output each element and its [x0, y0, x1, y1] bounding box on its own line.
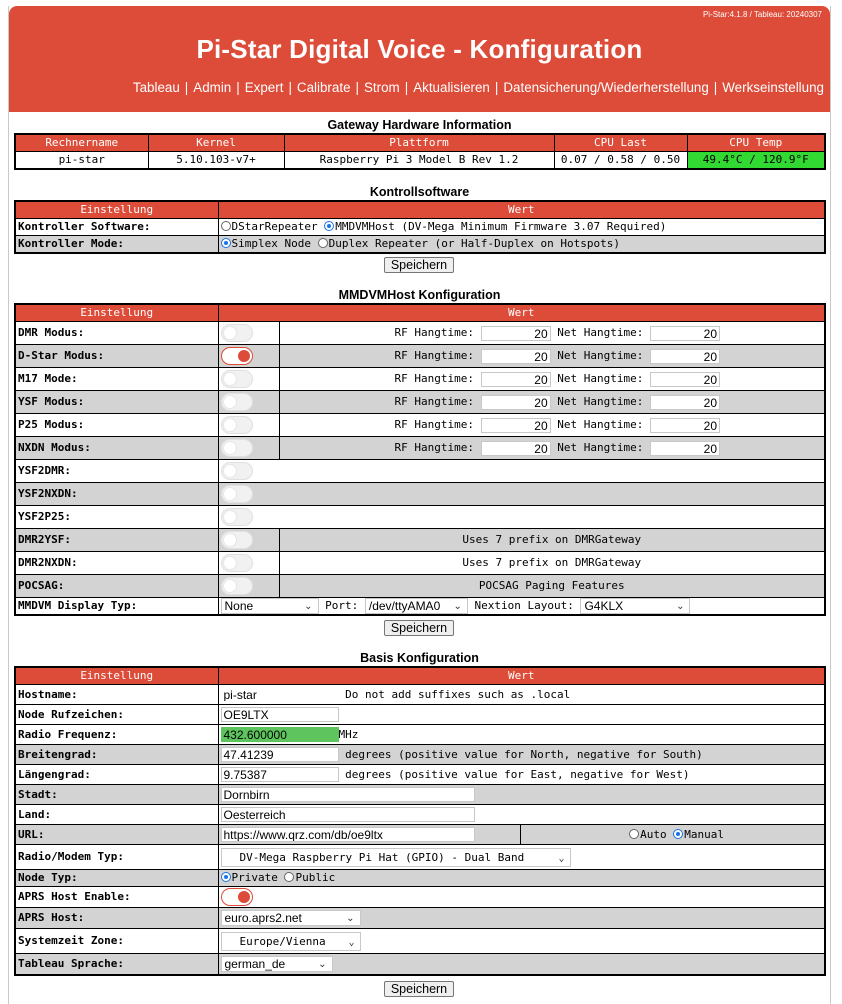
display-type-select[interactable]: None ⌄	[221, 598, 319, 614]
callsign-cell	[218, 705, 825, 725]
gateway-table	[14, 133, 826, 170]
mode-label: D-Star Modus:	[15, 345, 218, 368]
rf-hangtime-input[interactable]: 20	[481, 395, 551, 410]
mode-row	[15, 345, 825, 368]
rf-hangtime-input[interactable]: 20	[481, 372, 551, 387]
latitude-label: Breitengrad:	[15, 745, 218, 765]
radio-simplex-label: Simplex Node	[231, 237, 311, 250]
nav-expert[interactable]: Expert	[244, 80, 284, 95]
node-type-label: Node Typ:	[15, 870, 218, 887]
nav-tableau[interactable]: Tableau	[132, 80, 180, 95]
radio-simplex[interactable]	[221, 238, 231, 248]
dmr2nxdn-label: DMR2NXDN:	[15, 552, 218, 575]
gw-header-cpu-temp: CPU Temp	[687, 134, 825, 152]
dmr2ysf-note: Uses 7 prefix on DMRGateway	[279, 529, 825, 552]
gw-header-cpu-load: CPU Last	[554, 134, 687, 152]
port-label: Port:	[325, 599, 359, 612]
country-label: Land:	[15, 805, 218, 825]
modem-cell	[218, 845, 825, 870]
rf-hangtime-label: RF Hangtime:	[394, 395, 475, 408]
hostname-input[interactable]: pi-star	[221, 687, 339, 702]
mode-row	[15, 322, 825, 345]
radio-duplex-label: Duplex Repeater (or Half-Duplex on Hotspots)	[328, 237, 621, 250]
longitude-cell	[218, 765, 825, 785]
radio-url-manual-label: Manual	[684, 827, 724, 841]
controller-software-options	[218, 219, 825, 236]
timezone-label: Systemzeit Zone:	[15, 929, 218, 954]
net-hangtime-input[interactable]: 20	[650, 349, 720, 364]
language-label: Tableau Sprache:	[15, 954, 218, 976]
mode-hangtime-cell	[279, 345, 825, 368]
control-title: Kontrollsoftware	[369, 185, 470, 199]
mode-toggle-cell	[218, 391, 279, 414]
mmdvm-header-value: Wert	[218, 304, 825, 322]
controller-software-label: Kontroller Software:	[15, 219, 218, 236]
net-hangtime-label: Net Hangtime:	[557, 395, 644, 408]
url-input[interactable]: https://www.qrz.com/db/oe9ltx	[221, 827, 475, 842]
gw-cpu-load: 0.07 / 0.58 / 0.50	[554, 152, 687, 170]
city-cell	[218, 785, 825, 805]
net-hangtime-label: Net Hangtime:	[557, 349, 644, 362]
port-select[interactable]: /dev/ttyAMA0 ⌄	[365, 598, 468, 614]
dmr2nxdn-note: Uses 7 prefix on DMRGateway	[279, 552, 825, 575]
chevron-down-icon: ⌄	[346, 913, 355, 924]
ysf2dmr-cell	[218, 460, 825, 483]
mode-toggle[interactable]	[221, 324, 253, 342]
mode-toggle-cell	[218, 322, 279, 345]
hostname-label: Hostname:	[15, 685, 218, 705]
mode-label: NXDN Modus:	[15, 437, 218, 460]
nav-calibrate[interactable]: Calibrate	[296, 80, 351, 95]
radio-mmdvmhost-label: MMDVMHost (DV-Mega Minimum Firmware 3.07 Required)	[335, 220, 667, 233]
gw-cpu-temp: 49.4°C / 120.9°F	[687, 152, 825, 170]
timezone-cell	[218, 929, 825, 954]
rf-hangtime-input[interactable]: 20	[481, 349, 551, 364]
radio-private[interactable]	[221, 872, 231, 882]
pocsag-cell	[218, 575, 279, 598]
mode-row	[15, 368, 825, 391]
aprs-host-label: APRS Host:	[15, 908, 218, 929]
net-hangtime-input[interactable]: 20	[650, 418, 720, 433]
control-table	[14, 200, 826, 254]
chevron-down-icon: ⌄	[676, 601, 685, 612]
rf-hangtime-label: RF Hangtime:	[394, 326, 475, 339]
nav-strom[interactable]: Strom	[364, 80, 400, 95]
mmdvm-title: MMDVMHost Konfiguration	[338, 288, 501, 302]
country-input[interactable]: Oesterreich	[221, 807, 475, 822]
callsign-label: Node Rufzeichen:	[15, 705, 218, 725]
net-hangtime-input[interactable]: 20	[650, 372, 720, 387]
hostname-cell	[218, 685, 825, 705]
mode-label: M17 Mode:	[15, 368, 218, 391]
chevron-down-icon: ⌄	[304, 601, 313, 612]
hostname-note: Do not add suffixes such as .local	[345, 687, 571, 701]
page-title: Pi-Star Digital Voice - Konfiguration	[196, 34, 643, 64]
mode-toggle[interactable]	[221, 439, 253, 457]
mode-hangtime-cell	[279, 414, 825, 437]
aprs-host-select[interactable]: euro.aprs2.net ⌄	[221, 910, 361, 926]
save-button-control[interactable]: Speichern	[384, 257, 454, 273]
controller-mode-label: Kontroller Mode:	[15, 236, 218, 254]
dmr2ysf-label: DMR2YSF:	[15, 529, 218, 552]
mode-toggle-cell	[218, 414, 279, 437]
frequency-label: Radio Frequenz:	[15, 725, 218, 745]
pocsag-note: POCSAG Paging Features	[279, 575, 825, 598]
rf-hangtime-label: RF Hangtime:	[394, 349, 475, 362]
aprs-host-cell	[218, 908, 825, 929]
basis-header-setting: Einstellung	[15, 667, 218, 685]
ysf2p25-toggle[interactable]	[221, 508, 253, 526]
mode-row	[15, 437, 825, 460]
callsign-input[interactable]: OE9LTX	[221, 707, 339, 722]
radio-url-auto[interactable]	[629, 829, 639, 839]
control-header-setting: Einstellung	[15, 201, 218, 219]
mode-row	[15, 414, 825, 437]
frequency-unit: MHz	[338, 727, 359, 741]
net-hangtime-label: Net Hangtime:	[557, 441, 644, 454]
radio-duplex[interactable]	[318, 238, 328, 248]
nextion-label: Nextion Layout:	[474, 599, 574, 612]
country-cell	[218, 805, 825, 825]
top-nav: Tableau | Admin | Expert | Calibrate | Strom | Aktualisieren | Datensicherung/Wiederherstellung | Werkseinstellung	[132, 80, 824, 95]
mode-toggle[interactable]	[221, 416, 253, 434]
controller-mode-options	[218, 236, 825, 254]
mode-hangtime-cell	[279, 437, 825, 460]
mode-toggle-cell	[218, 368, 279, 391]
net-hangtime-label: Net Hangtime:	[557, 326, 644, 339]
dmr2ysf-cell	[218, 529, 279, 552]
radio-mmdvmhost[interactable]	[324, 221, 334, 231]
aprs-enable-toggle[interactable]	[221, 888, 253, 906]
latitude-input[interactable]: 47.41239	[221, 747, 339, 762]
longitude-input[interactable]: 9.75387	[221, 767, 339, 782]
nav-aktualisieren[interactable]: Aktualisieren	[413, 80, 490, 95]
page-frame	[8, 6, 831, 1004]
language-cell	[218, 954, 825, 976]
rf-hangtime-input[interactable]: 20	[481, 441, 551, 456]
ysf2nxdn-cell	[218, 483, 825, 506]
gateway-title: Gateway Hardware Information	[327, 118, 512, 132]
display-type-cell	[218, 598, 825, 616]
rf-hangtime-input[interactable]: 20	[481, 326, 551, 341]
mode-label: DMR Modus:	[15, 322, 218, 345]
longitude-label: Längengrad:	[15, 765, 218, 785]
mode-label: P25 Modus:	[15, 414, 218, 437]
nextion-select[interactable]: G4KLX ⌄	[580, 598, 690, 614]
chevron-down-icon: ⌄	[453, 601, 462, 612]
gw-header-kernel: Kernel	[148, 134, 284, 152]
ysf2dmr-label: YSF2DMR:	[15, 460, 218, 483]
timezone-select[interactable]: Europe/Vienna ⌄	[221, 932, 361, 951]
mode-toggle[interactable]	[221, 370, 253, 388]
pocsag-toggle[interactable]	[221, 577, 253, 595]
frequency-cell	[218, 725, 825, 745]
aprs-enable-label: APRS Host Enable:	[15, 887, 218, 908]
url-cell	[218, 825, 520, 845]
language-select[interactable]: german_de ⌄	[221, 956, 333, 972]
radio-private-label: Private	[231, 871, 278, 884]
ysf2p25-cell	[218, 506, 825, 529]
mode-hangtime-cell	[279, 391, 825, 414]
net-hangtime-input[interactable]: 20	[650, 441, 720, 456]
pocsag-label: POCSAG:	[15, 575, 218, 598]
gw-kernel: 5.10.103-v7+	[148, 152, 284, 170]
frequency-input[interactable]: 432.600000	[221, 727, 339, 742]
mode-toggle[interactable]	[221, 347, 253, 365]
ysf2p25-label: YSF2P25:	[15, 506, 218, 529]
radio-dstarrepeater[interactable]	[221, 221, 231, 231]
save-button-basis[interactable]: Speichern	[384, 981, 454, 997]
node-type-cell	[218, 870, 825, 887]
city-label: Stadt:	[15, 785, 218, 805]
rf-hangtime-label: RF Hangtime:	[394, 372, 475, 385]
display-type-label: MMDVM Display Typ:	[15, 598, 218, 616]
page-header	[9, 6, 830, 112]
dmr2ysf-toggle[interactable]	[221, 531, 253, 549]
rf-hangtime-label: RF Hangtime:	[394, 418, 475, 431]
mode-label: YSF Modus:	[15, 391, 218, 414]
mmdvm-table	[14, 303, 826, 616]
net-hangtime-label: Net Hangtime:	[557, 418, 644, 431]
nav-backup-restore[interactable]: Datensicherung/Wiederherstellung	[503, 80, 709, 95]
mode-toggle[interactable]	[221, 393, 253, 411]
dmr2nxdn-toggle[interactable]	[221, 554, 253, 572]
chevron-down-icon: ⌄	[318, 959, 327, 970]
gw-header-host: Rechnername	[15, 134, 148, 152]
radio-public[interactable]	[284, 872, 294, 882]
mode-hangtime-cell	[279, 322, 825, 345]
nav-factory-reset[interactable]: Werkseinstellung	[722, 80, 824, 95]
net-hangtime-input[interactable]: 20	[650, 326, 720, 341]
save-button-mmdvm[interactable]: Speichern	[384, 620, 454, 636]
gw-platform: Raspberry Pi 3 Model B Rev 1.2	[284, 152, 554, 170]
basis-header-value: Wert	[218, 667, 825, 685]
mode-toggle-cell	[218, 345, 279, 368]
gw-header-platform: Plattform	[284, 134, 554, 152]
mode-hangtime-cell	[279, 368, 825, 391]
version-text: Pi-Star:4.1.8 / Tableau: 20240307	[702, 10, 822, 19]
longitude-note: degrees (positive value for East, negative for West)	[345, 767, 690, 781]
radio-public-label: Public	[295, 871, 336, 884]
modem-label: Radio/Modem Typ:	[15, 845, 218, 870]
radio-dstarrepeater-label: DStarRepeater	[231, 220, 318, 233]
ysf2nxdn-label: YSF2NXDN:	[15, 483, 218, 506]
url-label: URL:	[15, 825, 218, 845]
radio-url-auto-label: Auto	[640, 827, 667, 841]
gw-hostname: pi-star	[15, 152, 148, 170]
city-input[interactable]: Dornbirn	[221, 787, 475, 802]
chevron-down-icon: ⌄	[558, 852, 565, 864]
basis-table	[14, 666, 826, 976]
modem-select[interactable]: DV-Mega Raspberry Pi Hat (GPIO) - Dual Band ⌄	[221, 848, 571, 867]
mmdvm-header-setting: Einstellung	[15, 304, 218, 322]
ysf2nxdn-toggle[interactable]	[221, 485, 253, 503]
net-hangtime-label: Net Hangtime:	[557, 372, 644, 385]
latitude-note: degrees (positive value for North, negative for South)	[345, 747, 703, 761]
rf-hangtime-input[interactable]: 20	[481, 418, 551, 433]
url-mode-cell	[520, 825, 825, 845]
basis-title: Basis Konfiguration	[360, 651, 479, 665]
mode-row	[15, 391, 825, 414]
latitude-cell	[218, 745, 825, 765]
mode-toggle-cell	[218, 437, 279, 460]
control-header-value: Wert	[218, 201, 825, 219]
radio-url-manual[interactable]	[673, 829, 683, 839]
nav-admin[interactable]: Admin	[193, 80, 232, 95]
net-hangtime-input[interactable]: 20	[650, 395, 720, 410]
chevron-down-icon: ⌄	[348, 936, 355, 948]
dmr2nxdn-cell	[218, 552, 279, 575]
ysf2dmr-toggle[interactable]	[221, 462, 253, 480]
rf-hangtime-label: RF Hangtime:	[394, 441, 475, 454]
aprs-enable-cell	[218, 887, 825, 908]
